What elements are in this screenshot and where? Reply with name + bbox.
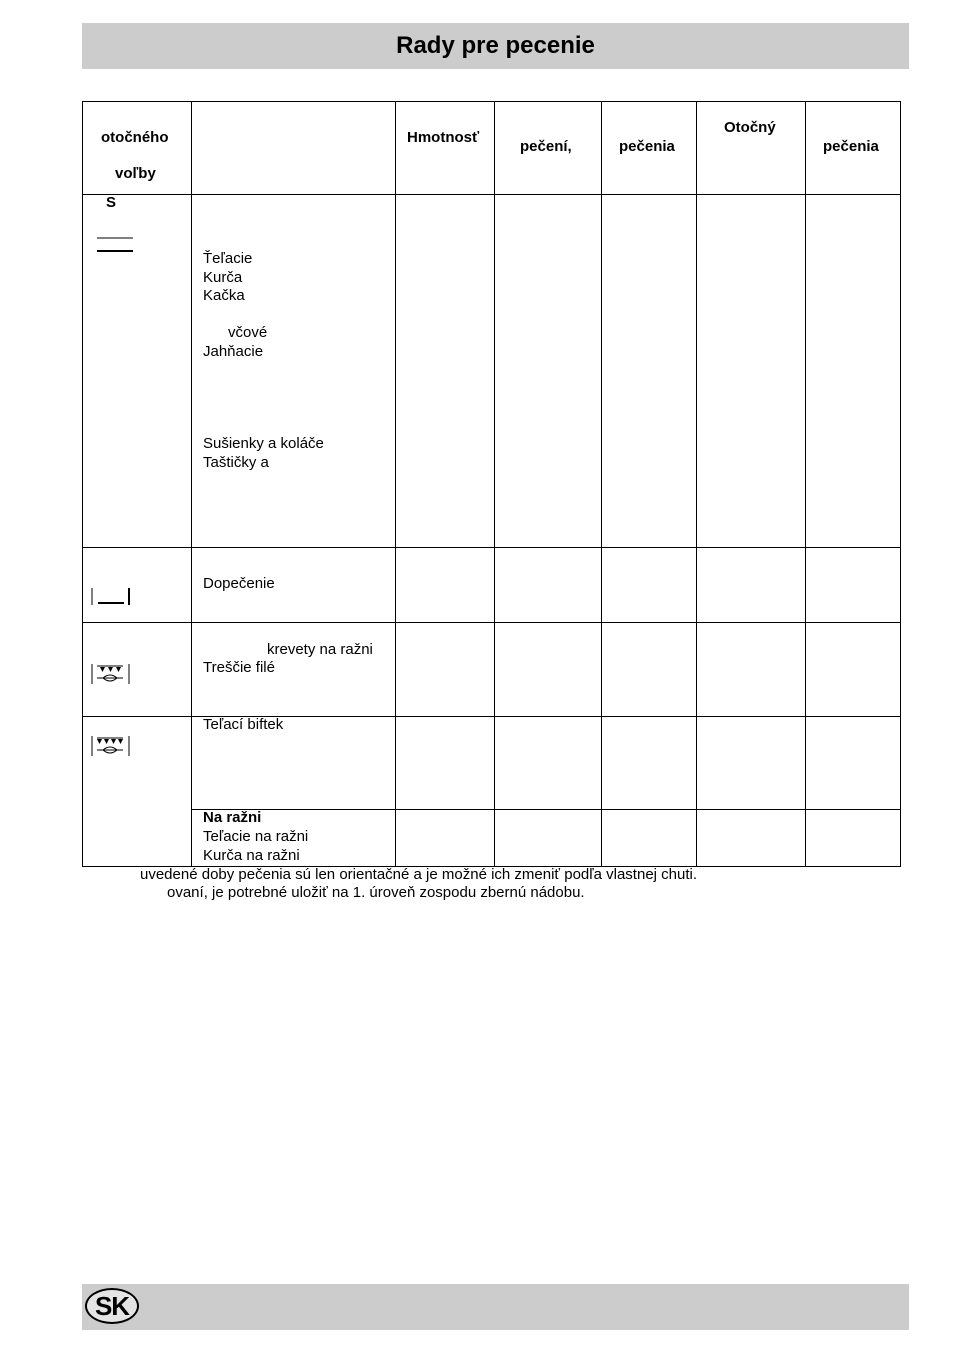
- food-item: Dopečenie: [203, 575, 275, 592]
- food-item: krevety na ražni: [267, 641, 373, 658]
- food-item: Kurča na ražni: [203, 847, 300, 864]
- food-item: Sušienky a koláče: [203, 435, 324, 452]
- header-col1-line2: voľby: [115, 165, 156, 182]
- food-item: Kačka: [203, 287, 245, 304]
- mode-label: S: [106, 194, 117, 211]
- food-item: Teľacie na ražni: [203, 828, 309, 845]
- table-col-divider: [395, 101, 396, 867]
- note-line: ovaní, je potrebné uložiť na 1. úroveň zospodu zbernú nádobu.: [167, 884, 585, 901]
- food-item: Kurča: [203, 269, 243, 286]
- table-col-divider: [805, 101, 806, 867]
- table-row-divider: [191, 809, 901, 810]
- table-row-divider: [82, 622, 901, 623]
- grill-icon: [90, 662, 134, 686]
- header-col1-line1: otočného: [101, 129, 169, 146]
- language-badge: SK: [85, 1288, 139, 1324]
- header-col6: Otočný: [724, 119, 776, 136]
- food-item: Teľací biftek: [203, 716, 284, 733]
- header-col4: pečení,: [520, 138, 572, 155]
- table-row-divider: [82, 547, 901, 548]
- table-col-divider: [494, 101, 495, 867]
- rotisserie-heading: Na ražni: [203, 809, 262, 826]
- title-bar: [82, 23, 909, 69]
- food-item: Taštičky a: [203, 454, 269, 471]
- header-col7: pečenia: [823, 138, 879, 155]
- note-line: uvedené doby pečenia sú len orientačné a je možné ich zmeniť podľa vlastnej chuti.: [140, 866, 698, 883]
- bottom-heating-icon: [96, 236, 136, 256]
- page-title: Rady pre pecenie: [396, 32, 595, 59]
- table-col-divider: [601, 101, 602, 867]
- fan-grill-icon: [90, 734, 134, 758]
- header-col5: pečenia: [619, 138, 675, 155]
- food-item: Treščie filé: [203, 659, 275, 676]
- food-item: Jahňacie: [203, 343, 264, 360]
- top-bottom-heating-icon: [90, 586, 134, 608]
- table-col-divider: [696, 101, 697, 867]
- table-border-left: [82, 101, 83, 867]
- food-item: včové: [228, 324, 268, 341]
- table-border-right: [900, 101, 901, 867]
- table-col-divider: [191, 101, 192, 867]
- footer-bar: [82, 1284, 909, 1330]
- table-header-divider: [82, 194, 901, 195]
- food-item: Ťeľacie: [203, 250, 253, 267]
- table-border-top: [82, 101, 901, 102]
- header-col3: Hmotnosť: [407, 129, 480, 146]
